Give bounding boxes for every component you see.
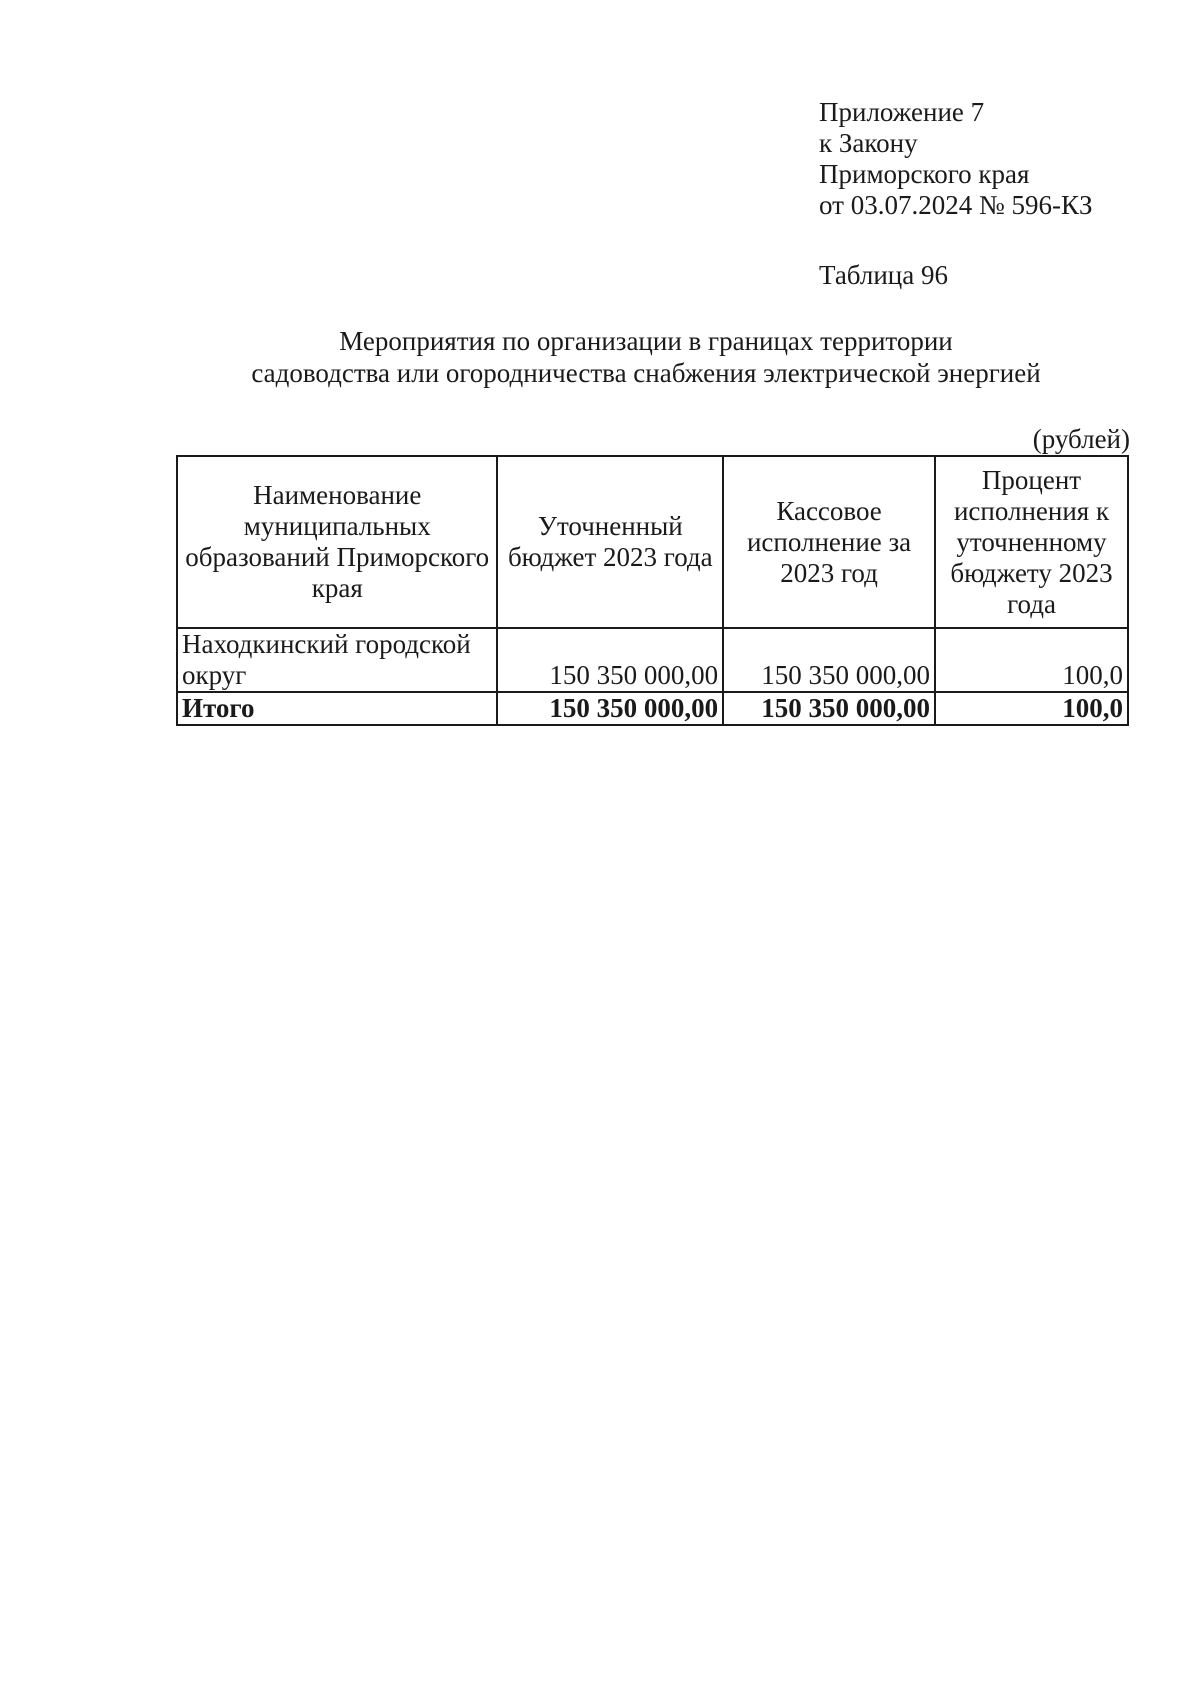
total-execution: 150 350 000,00 xyxy=(723,692,935,725)
header-execution: Кассовое исполнение за 2023 год xyxy=(723,456,935,628)
total-label: Итого xyxy=(177,692,497,725)
header-percent: Процент исполнения к уточненному бюджету 2023 года xyxy=(935,456,1128,628)
cell-percent: 100,0 xyxy=(935,628,1128,692)
document-title xyxy=(176,325,1116,389)
appendix-line-1: Приложение 7 xyxy=(819,97,985,127)
report-table xyxy=(176,455,1129,726)
header-municipality: Наименование муниципальных образований Приморского края xyxy=(177,456,497,628)
cell-municipality: Находкинский городской округ xyxy=(177,628,497,692)
appendix-line-4: от 03.07.2024 № 596-КЗ xyxy=(819,190,1093,220)
table-row xyxy=(177,628,1128,692)
appendix-line-2: к Закону xyxy=(819,128,918,158)
table-number: Таблица 96 xyxy=(819,260,948,290)
document-title-line-2: садоводства или огородничества снабжения электрической энергией xyxy=(251,358,1041,388)
table-header-row xyxy=(177,456,1128,628)
document-title-line-1: Мероприятия по организации в границах территории xyxy=(339,326,953,356)
total-row xyxy=(177,692,1128,725)
total-percent: 100,0 xyxy=(935,692,1128,725)
cell-budget: 150 350 000,00 xyxy=(497,628,723,692)
appendix-reference xyxy=(819,97,1092,221)
appendix-line-3: Приморского края xyxy=(819,159,1030,189)
total-budget: 150 350 000,00 xyxy=(497,692,723,725)
units-label: (рублей) xyxy=(1032,424,1130,454)
header-budget: Уточненный бюджет 2023 года xyxy=(497,456,723,628)
cell-execution: 150 350 000,00 xyxy=(723,628,935,692)
